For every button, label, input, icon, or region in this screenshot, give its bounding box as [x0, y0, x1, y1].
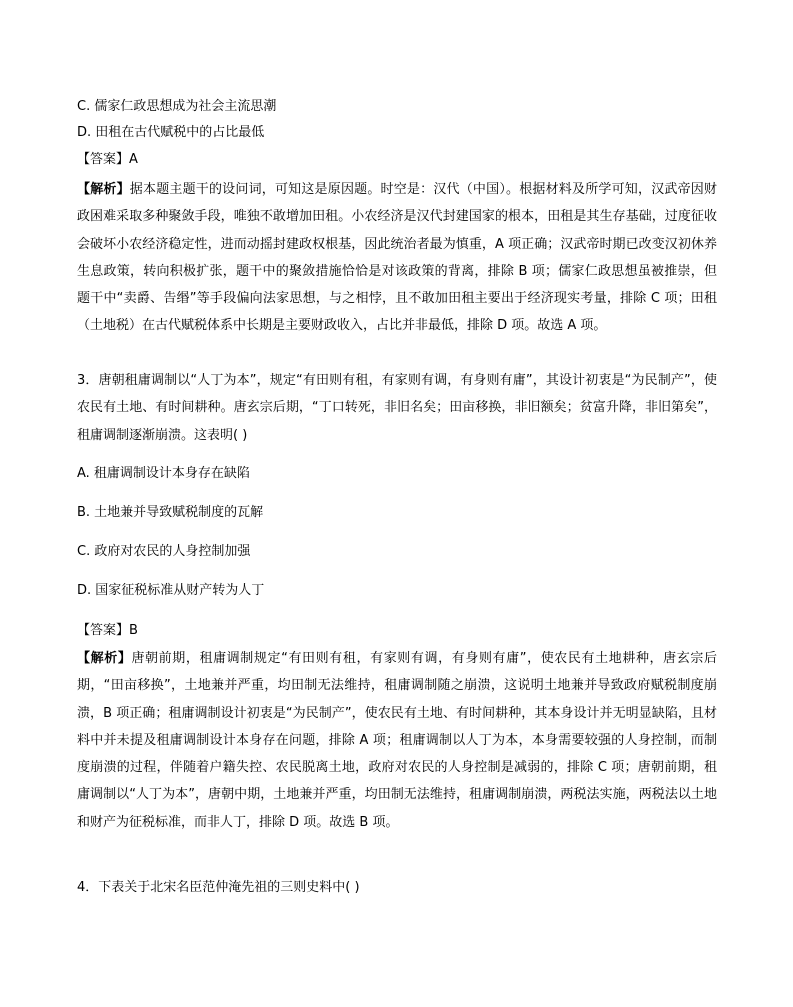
q2-analysis — [77, 176, 717, 340]
q2-analysis-label: 【解析】 — [77, 182, 130, 197]
q3-analysis — [77, 645, 717, 836]
q2-answer: 【答案】A — [77, 152, 138, 167]
q3-answer: 【答案】B — [77, 623, 138, 638]
q2-option-d: D. 田租在古代赋税中的占比最低 — [77, 125, 265, 140]
q3-stem: 3．唐朝租庸调制以“人丁为本”，规定“有田则有租，有家则有调，有身则有庸”，其设计初衷是“为民制产”，使农民有土地、有时间耕种。唐玄宗后期，“丁口转死，非旧名矣；田亩移换，非旧额矣；贫富升降，非旧第矣”，租庸调制逐渐崩溃。这表明( ) — [77, 373, 717, 443]
q3-analysis-text: 唐朝前期，租庸调制规定“有田则有租，有家则有调，有身则有庸”，使农民有土地耕种，唐玄宗后期，“田亩移换”，土地兼并严重，均田制无法维持，租庸调制随之崩溃，这说明土地兼并导致政府赋税制度崩溃，B 项正确；租庸调制设计初衷是“为民制产”，使农民有土地、有时间耕种，其本身设计并无明显缺陷，且材料中并未提及租庸调制设计本身存在问题，排除 A 项；租庸调制以人丁为本，本身需要较强的人身控制，而制度崩溃的过程，伴随着户籍失控、农民脱离土地，政府对农民的人身控制是减弱的，排除 C 项；唐朝前期，租庸调制以“人丁为本”，唐朝中期，土地兼并严重，均田制无法维持，租庸调制崩溃，两税法实施，两税法以土地和财产为征税标准，而非人丁，排除 D 项。故选 B 项。 — [77, 651, 717, 830]
q2-analysis-text: 据本题主题干的设问词，可知这是原因题。时空是：汉代（中国）。根据材料及所学可知，汉武帝因财政困难采取多种聚敛手段，唯独不敢增加田租。小农经济是汉代封建国家的根本，田租是其生存基础，过度征收会破坏小农经济稳定性，进而动摇封建政权根基，因此统治者最为慎重，A 项正确；汉武帝时期已改变汉初休养生息政策，转向积极扩张，题干中的聚敛措施恰恰是对该政策的背离，排除 B 项；儒家仁政思想虽被推崇，但题干中“卖爵、告缗”等手段偏向法家思想，与之相悖，且不敢加田租主要出于经济现实考量，排除 C 项；田租（土地税）在古代赋税体系中长期是主要财政收入，占比并非最低，排除 D 项。故选 A 项。 — [77, 182, 717, 334]
q3-analysis-label: 【解析】 — [77, 651, 132, 666]
q3-option-a: A. 租庸调制设计本身存在缺陷 — [77, 466, 250, 481]
q3-option-d: D. 国家征税标准从财产转为人丁 — [77, 583, 265, 598]
q3-option-c: C. 政府对农民的人身控制加强 — [77, 544, 251, 559]
q3-option-b: B. 土地兼并导致赋税制度的瓦解 — [77, 505, 264, 520]
q2-option-c: C. 儒家仁政思想成为社会主流思潮 — [77, 99, 277, 114]
q4-stem: 4．下表关于北宋名臣范仲淹先祖的三则史料中( ) — [77, 880, 360, 895]
